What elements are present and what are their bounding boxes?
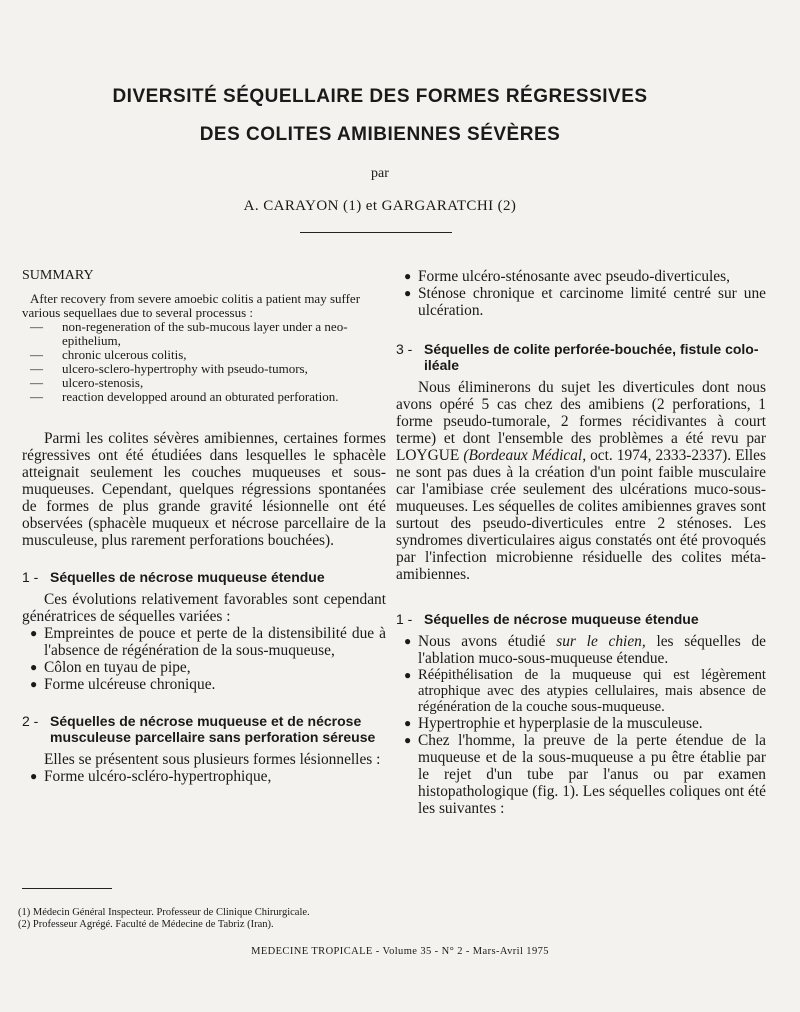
bullet-item: ● Réépithélisation de la muqueuse qui est légèrement atrophique avec des atypies cellulaires, mais absence de régénération de la couche sous-muqueuse. bbox=[396, 667, 766, 715]
summary-intro: After recovery from severe amoebic colitis a patient may suffer various sequellaes due to several processus : bbox=[22, 291, 361, 320]
section-3-heading bbox=[396, 341, 766, 373]
cited-author: LOYGUE bbox=[396, 447, 460, 464]
intro-paragraph: Parmi les colites sévères amibiennes, certaines formes régressives ont été étudiées dans lesquelles le sphacèle atteignait seulement les couches muqueuses et sous-muqueuses. Cependant, quelques régressions spontanées de formes de plus grande gravité lésionnelle ont été observées (sphacèle muqueux et nécrose parcellaire de la musculeuse, plus rarement perforations bouchées). bbox=[22, 430, 386, 549]
bullet-item bbox=[396, 633, 766, 667]
left-column bbox=[22, 268, 386, 785]
section-number: 1 - bbox=[22, 569, 39, 585]
bullet-text: Nous avons étudié bbox=[418, 633, 557, 650]
bullet-item: ● Forme ulcéro-scléro-hypertrophique, bbox=[22, 768, 386, 785]
right-column bbox=[396, 268, 766, 817]
article-title-line-1: DIVERSITÉ SÉQUELLAIRE DES FORMES RÉGRESSIVES bbox=[112, 86, 648, 107]
title-divider bbox=[300, 232, 452, 233]
section-3-text-part: oct. 1974, 2333-2337). Elles ne sont pas dues à la création d'un point faible musculaire car l'amibiase crée seulement des ulcérations muco-sous-muqueuses. Les séquelles de colites amibiennes graves sont surtout des pseudo-diverticules entre 2 sténoses. Les syndromes diverticulaires aigus constatés ont été provoqués par l'infection microbienne résiduelle des colites méta-amibiennes. bbox=[396, 447, 766, 583]
by-label: par bbox=[371, 166, 389, 181]
section-title: Séquelles de colite perforée-bouchée, fistule colo-iléale bbox=[424, 341, 759, 373]
section-2-bullets bbox=[22, 768, 386, 785]
section-title: Séquelles de nécrose muqueuse étendue bbox=[50, 569, 325, 585]
section-1-bullets bbox=[22, 625, 386, 693]
bullet-item: ● Côlon en tuyau de pipe, bbox=[22, 659, 386, 676]
summary-list bbox=[22, 320, 386, 404]
summary-item: — chronic ulcerous colitis, bbox=[22, 348, 386, 362]
summary-item: — reaction developped around an obturated perforation. bbox=[22, 390, 386, 404]
bullet-item: ● Forme ulcéreuse chronique. bbox=[22, 676, 386, 693]
section-number: 1 - bbox=[396, 611, 413, 627]
footnote-item: (1) Médecin Général Inspecteur. Professeur de Clinique Chirurgicale. bbox=[18, 907, 310, 918]
summary-item: — ulcero-stenosis, bbox=[22, 376, 386, 390]
bullet-item: ● Hypertrophie et hyperplasie de la musculeuse. bbox=[396, 715, 766, 732]
footnotes bbox=[18, 907, 518, 931]
continued-bullets bbox=[396, 268, 766, 319]
section-3-text-part: Nous éliminerons du sujet les diverticules dont nous avons opéré 5 cas chez des amibiens (2 perforations, 1 forme pseudo-tumorale, 2 formes récidivantes à court terme) et dont l'ensemble des problèmes a été revu par bbox=[396, 379, 766, 447]
section-3-text bbox=[396, 379, 766, 583]
section-title: Séquelles de nécrose muqueuse et de nécrose musculeuse parcellaire sans perforation séreuse bbox=[50, 713, 376, 745]
journal-footer: MEDECINE TROPICALE - Volume 35 - N° 2 - Mars-Avril 1975 bbox=[251, 946, 549, 957]
bullet-text: les séquelles de l'ablation muco-sous-muqueuse étendue. bbox=[418, 633, 766, 667]
footnote-divider bbox=[22, 888, 112, 889]
citation-journal: (Bordeaux Médical, bbox=[463, 447, 587, 464]
bullet-item: ● Chez l'homme, la preuve de la perte étendue de la muqueuse et de la sous-muqueuse a pu être établie par le rejet d'un tube par l'anus ou par examen histopathologique (fig. 1). Les séquelles coliques ont été les suivantes : bbox=[396, 732, 766, 817]
authors: A. CARAYON (1) et GARGARATCHI (2) bbox=[243, 198, 517, 214]
bullet-italic: sur le chien, bbox=[556, 633, 646, 650]
summary-item: — non-regeneration of the sub-mucous layer under a neo-epithelium, bbox=[22, 320, 386, 348]
bullet-item: ● Empreintes de pouce et perte de la distensibilité due à l'absence de régénération de la sous-muqueuse, bbox=[22, 625, 386, 659]
section-number: 2 - bbox=[22, 713, 39, 729]
bullet-item: ● Sténose chronique et carcinome limité centré sur une ulcération. bbox=[396, 285, 766, 319]
section-number: 3 - bbox=[396, 341, 413, 357]
bullet-item: ● Forme ulcéro-sténosante avec pseudo-diverticules, bbox=[396, 268, 766, 285]
footnote-item: (2) Professeur Agrégé. Faculté de Médecine de Tabriz (Iran). bbox=[18, 919, 274, 930]
summary-heading: SUMMARY bbox=[22, 268, 94, 283]
section-2-heading bbox=[22, 713, 386, 745]
article-title-line-2: DES COLITES AMIBIENNES SÉVÈRES bbox=[199, 124, 561, 145]
section-1b-heading bbox=[396, 611, 766, 627]
section-title: Séquelles de nécrose muqueuse étendue bbox=[424, 611, 699, 627]
section-1b-bullets bbox=[396, 633, 766, 817]
section-1-heading bbox=[22, 569, 386, 585]
section-1-text: Ces évolutions relativement favorables sont cependant génératrices de séquelles variées : bbox=[22, 591, 386, 625]
section-2-text: Elles se présentent sous plusieurs formes lésionnelles : bbox=[44, 751, 381, 768]
summary-item: — ulcero-sclero-hypertrophy with pseudo-tumors, bbox=[22, 362, 386, 376]
